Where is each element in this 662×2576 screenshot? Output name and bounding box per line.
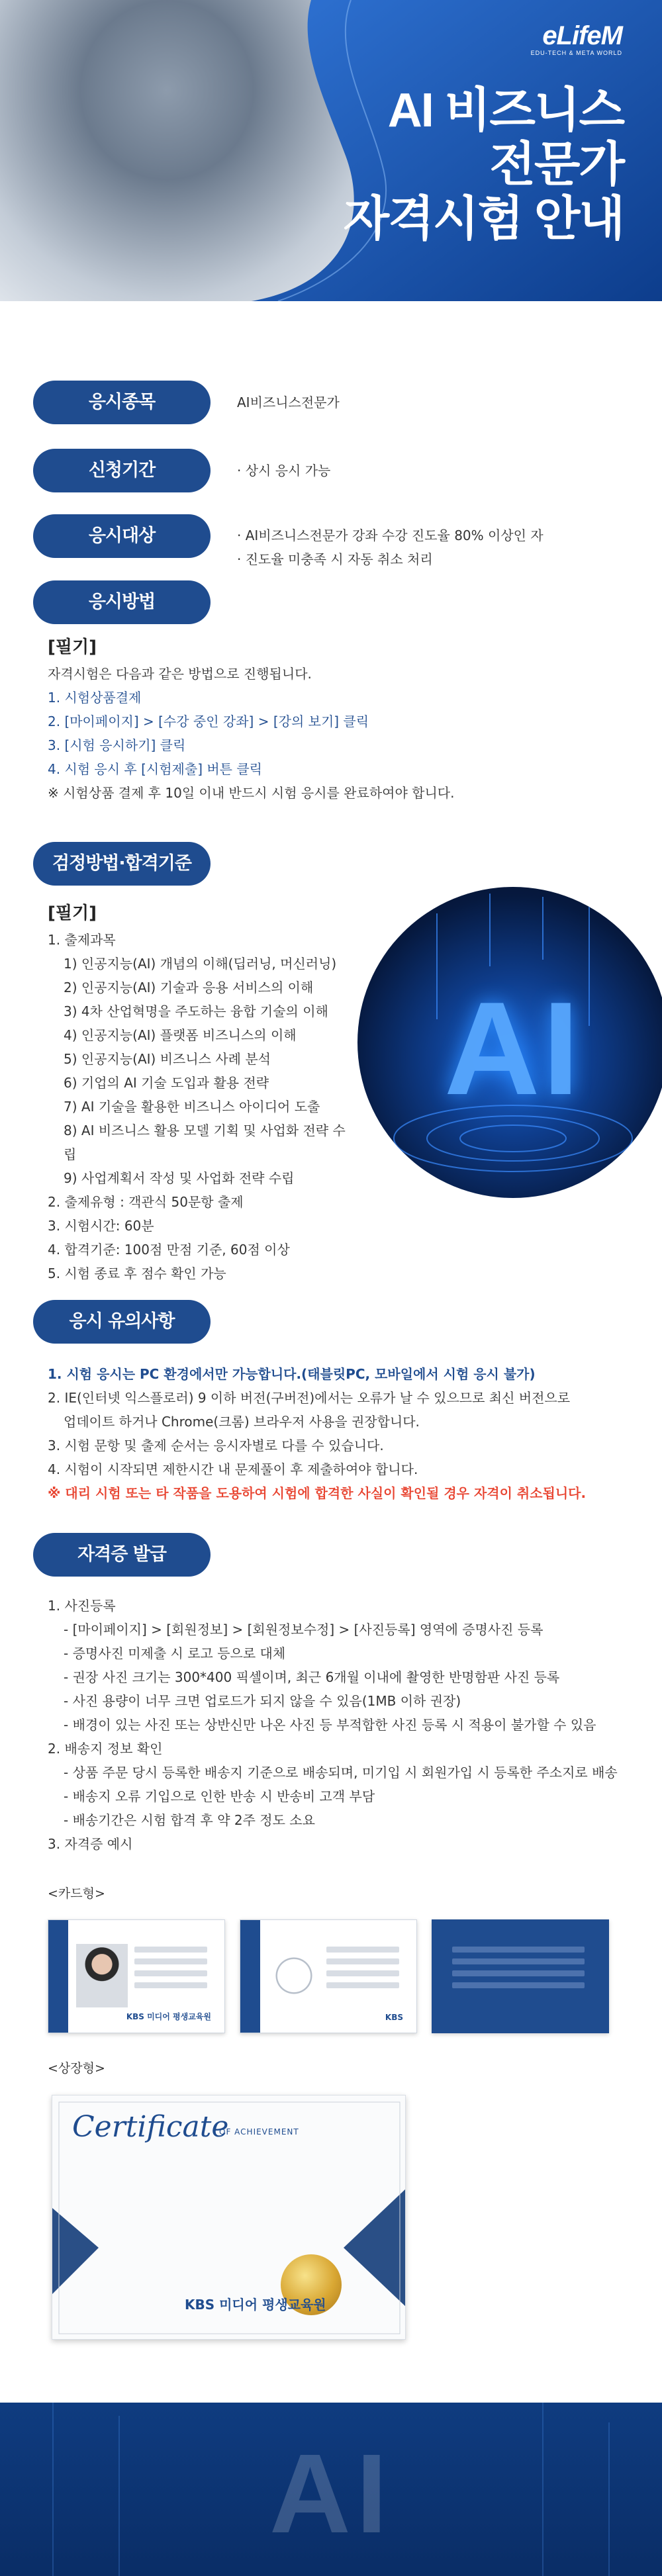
notice-item: 3. 시험 문항 및 출제 순서는 응시자별로 다를 수 있습니다. — [48, 1438, 384, 1453]
hero-title-line: 자격시험 안내 — [343, 193, 624, 246]
notice-item: 1. 시험 응시는 PC 환경에서만 가능합니다.(태블릿PC, 모바일에서 시험 응시 불가) — [48, 1366, 536, 1382]
criteria-block — [48, 901, 351, 1285]
card-text-row — [326, 1947, 399, 1953]
card-brand: KBS — [385, 2013, 403, 2022]
notice-item: 2. IE(인터넷 익스플로러) 9 이하 버전(구버전)에서는 오류가 날 수 있으므로 최신 버전으로 — [48, 1390, 571, 1406]
period-value: · 상시 응시 가능 — [237, 463, 331, 479]
hero-title-line: AI 비즈니스 — [387, 84, 624, 137]
criteria-item: 5. 시험 종료 후 점수 확인 가능 — [48, 1265, 226, 1281]
card-text-row — [134, 1982, 207, 1988]
notice-warning: ※ 대리 시험 또는 타 작품을 도용하여 시험에 합격한 사실이 확인될 경우 자격이 취소됩니다. — [48, 1485, 587, 1501]
card-text-row — [452, 1958, 585, 1964]
method-heading: [필기] — [48, 637, 97, 657]
target-line: · AI비즈니스전문가 강좌 수강 진도율 80% 이상인 자 — [237, 528, 544, 543]
card-text-row — [326, 1958, 399, 1964]
criteria-subject: 3) 4차 산업혁명을 주도하는 융합 기술의 이해 — [64, 1003, 328, 1019]
criteria-subject: 2) 인공지능(AI) 기술과 응용 서비스의 이해 — [64, 980, 314, 995]
ai-letters: AI — [444, 975, 582, 1123]
issuance-block — [48, 1594, 636, 1856]
certificate-title: Certificate — [72, 2110, 229, 2144]
criteria-subject: 9) 사업계획서 작성 및 사업화 전략 수립 — [64, 1170, 295, 1186]
criteria-subject: 4) 인공지능(AI) 플랫폼 비즈니스의 이해 — [64, 1027, 297, 1043]
issuance-photo-item: - 배경이 있는 사진 또는 상반신만 나온 사진 등 부적합한 사진 등록 시 적용이 불가할 수 있음 — [64, 1717, 596, 1733]
card-text-row — [452, 1947, 585, 1953]
notice-block — [48, 1362, 636, 1505]
issuance-photo-item: - 사진 용량이 너무 크면 업로드가 되지 않을 수 있음(1MB 이하 권장) — [64, 1693, 461, 1709]
method-note: ※ 시험상품 결제 후 10일 이내 반드시 시험 응시를 완료하여야 합니다. — [48, 785, 455, 801]
target-line: · 진도율 미충족 시 자동 취소 처리 — [237, 551, 433, 567]
card-text-row — [326, 1970, 399, 1976]
certificate-brand: KBS 미디어 평생교육원 — [185, 2297, 326, 2313]
card-text-row — [326, 1982, 399, 1988]
card-photo — [76, 1944, 128, 2007]
card-text-row — [134, 1958, 207, 1964]
criteria-subject-title: 1. 출제과목 — [48, 932, 116, 948]
criteria-label: 검정방법·합격기준 — [33, 842, 211, 886]
card-front-photo — [48, 1919, 225, 2033]
issuance-photo-title: 1. 사진등록 — [48, 1598, 116, 1614]
footer-ai-letters: AI — [269, 2431, 393, 2557]
issuance-photo-item: - [마이페이지] > [회원정보] > [회원정보수정] > [사진등록] 영역에 증명사진 등록 — [64, 1622, 544, 1637]
card-front-logo — [240, 1919, 417, 2033]
subject-value: AI비즈니스전문가 — [237, 394, 340, 410]
notice-item: 4. 시험이 시작되면 제한시간 내 문제풀이 후 제출하여야 합니다. — [48, 1461, 418, 1477]
issuance-delivery-title: 2. 배송지 정보 확인 — [48, 1741, 163, 1757]
hero-title-line: 전문가 — [489, 138, 624, 191]
criteria-item: 2. 출제유형 : 객관식 50문항 출제 — [48, 1194, 244, 1210]
issuance-delivery-item: - 배송지 오류 기입으로 인한 반송 시 반송비 고객 부담 — [64, 1788, 375, 1804]
card-back — [432, 1919, 609, 2033]
criteria-subject: 5) 인공지능(AI) 비즈니스 사례 분석 — [64, 1051, 271, 1067]
ai-illustration — [357, 887, 662, 1198]
certificate-sample — [52, 2095, 406, 2340]
criteria-heading: [필기] — [48, 903, 97, 923]
card-band — [240, 1920, 260, 2033]
certificate-type-label: <상장형> — [48, 2061, 105, 2076]
card-band — [48, 1920, 68, 2033]
issuance-example-title: 3. 자격증 예시 — [48, 1836, 133, 1852]
criteria-item: 4. 합격기준: 100점 만점 기준, 60점 이상 — [48, 1242, 290, 1258]
method-step: 2. [마이페이지] > [수강 중인 강좌] > [강의 보기] 클릭 — [48, 713, 369, 729]
subject-label: 응시종목 — [33, 381, 211, 424]
issuance-photo-item: - 권장 사진 크기는 300*400 픽셀이며, 최근 6개월 이내에 촬영한 반명함판 사진 등록 — [64, 1669, 560, 1685]
method-step: 1. 시험상품결제 — [48, 690, 142, 706]
card-brand: KBS 미디어 평생교육원 — [126, 2012, 211, 2021]
criteria-subject: 8) AI 비즈니스 활용 모델 기획 및 사업화 전략 수립 — [64, 1123, 346, 1162]
period-label: 신청기간 — [33, 449, 211, 492]
criteria-subject: 6) 기업의 AI 기술 도입과 활용 전략 — [64, 1075, 269, 1091]
elifem-logo — [531, 21, 622, 56]
notice-label: 응시 유의사항 — [33, 1300, 211, 1344]
notice-item: 업데이트 하거나 Chrome(크롬) 브라우저 사용을 권장합니다. — [64, 1414, 420, 1430]
issuance-label: 자격증 발급 — [33, 1533, 211, 1577]
target-label: 응시대상 — [33, 514, 211, 558]
card-logo-mark — [268, 1944, 320, 2007]
card-text-row — [452, 1982, 585, 1988]
issuance-delivery-item: - 배송기간은 시험 합격 후 약 2주 정도 소요 — [64, 1812, 315, 1828]
hero-title — [344, 83, 624, 246]
issuance-photo-item: - 증명사진 미제출 시 로고 등으로 대체 — [64, 1645, 286, 1661]
hero-banner — [0, 0, 662, 301]
method-step: 4. 시험 응시 후 [시험제출] 버튼 클릭 — [48, 761, 262, 777]
logo-text: eLifeM — [542, 21, 622, 50]
criteria-subject: 7) AI 기술을 활용한 비즈니스 아이디어 도출 — [64, 1099, 320, 1115]
issuance-delivery-item: - 상품 주문 당시 등록한 배송지 기준으로 배송되며, 미기입 시 회원가입 시 등록한 주소지로 배송 — [64, 1765, 618, 1780]
criteria-item: 3. 시험시간: 60분 — [48, 1218, 154, 1234]
card-text-row — [452, 1970, 585, 1976]
card-text-row — [134, 1947, 207, 1953]
card-text-row — [134, 1970, 207, 1976]
method-block — [48, 635, 636, 805]
certificate-subtitle: OF ACHIEVEMENT — [219, 2127, 299, 2137]
method-intro: 자격시험은 다음과 같은 방법으로 진행됩니다. — [48, 666, 312, 682]
footer-banner — [0, 2403, 662, 2576]
method-step: 3. [시험 응시하기] 클릭 — [48, 737, 186, 753]
method-label: 응시방법 — [33, 580, 211, 624]
criteria-subject: 1) 인공지능(AI) 개념의 이해(딥러닝, 머신러닝) — [64, 956, 337, 972]
card-type-label: <카드형> — [48, 1886, 105, 1901]
target-value — [237, 524, 544, 571]
logo-subtext: EDU-TECH & META WORLD — [530, 50, 622, 56]
